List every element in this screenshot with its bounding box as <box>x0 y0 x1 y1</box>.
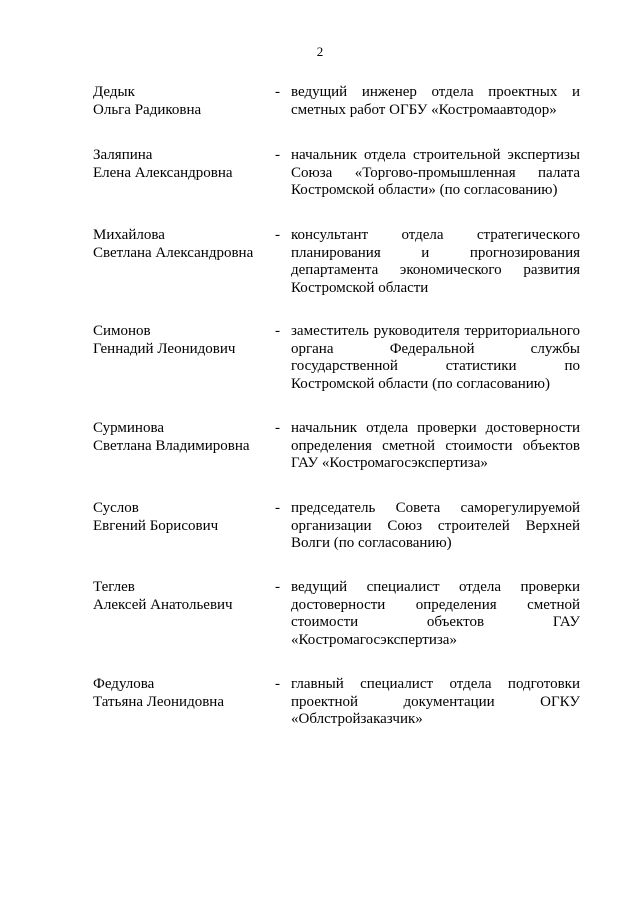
member-position <box>291 676 580 729</box>
member-surname: Теглев <box>93 579 135 595</box>
position-line: «Костромагосэкспертиза» <box>291 631 457 648</box>
member-given-names: Елена Александровна <box>93 164 233 181</box>
member-surname: Заляпина <box>93 147 153 163</box>
member-given-names: Ольга Радиковна <box>93 101 202 118</box>
position-line: департамента экономического развития <box>291 262 580 278</box>
member-name <box>93 420 268 455</box>
member-given-names: Евгений Борисович <box>93 517 219 534</box>
dash-separator: - <box>275 420 280 436</box>
member-name <box>93 323 268 358</box>
dash-separator: - <box>275 676 280 692</box>
position-line: Костромской области» (по согласованию) <box>291 182 558 198</box>
member-name <box>93 500 268 535</box>
position-line: Костромской области (по согласованию) <box>291 375 551 392</box>
member-surname: Михайлова <box>93 227 165 243</box>
position-line: ведущий инженер отдела проектных и <box>291 84 580 100</box>
dash-separator: - <box>275 227 280 243</box>
member-given-names: Светлана Александровна <box>93 244 254 261</box>
member-surname: Сурминова <box>93 420 164 436</box>
position-line: определения сметной стоимости объектов <box>291 437 580 454</box>
position-line: консультант отдела стратегического <box>291 227 580 243</box>
position-line: ведущий специалист отдела проверки <box>291 579 580 595</box>
member-name <box>93 579 268 614</box>
position-line: председатель Совета саморегулируемой <box>291 500 580 516</box>
dash-separator: - <box>275 84 280 100</box>
member-position <box>291 147 580 200</box>
position-line: Волги (по согласованию) <box>291 535 452 551</box>
position-line: ГАУ «Костромагосэкспертиза» <box>291 455 488 471</box>
position-line: стоимости объектов ГАУ <box>291 614 580 630</box>
page-number: 2 <box>316 44 324 59</box>
member-given-names: Светлана Владимировна <box>93 437 250 454</box>
member-position <box>291 323 580 393</box>
position-line: достоверности определения сметной <box>291 596 580 613</box>
position-line: планирования и прогнозирования <box>291 244 580 261</box>
position-line: «Облстройзаказчик» <box>291 711 423 727</box>
member-surname: Суслов <box>93 500 139 516</box>
member-name <box>93 147 268 182</box>
member-surname: Симонов <box>93 323 151 339</box>
member-name <box>93 84 268 119</box>
dash-separator: - <box>275 323 280 339</box>
member-name <box>93 227 268 262</box>
dash-separator: - <box>275 579 280 595</box>
member-name <box>93 676 268 711</box>
position-line: заместитель руководителя территориального <box>291 323 580 339</box>
member-given-names: Геннадий Леонидович <box>93 340 236 357</box>
member-given-names: Алексей Анатольевич <box>93 596 233 613</box>
position-line: Союза «Торгово-промышленная палата <box>291 164 580 181</box>
member-surname: Федулова <box>93 676 155 692</box>
member-position <box>291 500 580 553</box>
position-line: начальник отдела проверки достоверности <box>291 420 580 436</box>
position-line: Костромской области <box>291 279 429 296</box>
position-line: начальник отдела строительной экспертизы <box>291 147 580 163</box>
member-position <box>291 227 580 297</box>
member-position <box>291 420 580 473</box>
position-line: органа Федеральной службы <box>291 340 580 357</box>
member-position <box>291 579 580 649</box>
position-line: организации Союз строителей Верхней <box>291 517 580 534</box>
member-surname: Дедык <box>93 84 135 100</box>
position-line: проектной документации ОГКУ <box>291 693 580 710</box>
position-line: государственной статистики по <box>291 358 580 374</box>
member-given-names: Татьяна Леонидовна <box>93 693 224 710</box>
member-position <box>291 84 580 119</box>
position-line: сметных работ ОГБУ «Костромаавтодор» <box>291 101 557 118</box>
position-line: главный специалист отдела подготовки <box>291 676 580 692</box>
dash-separator: - <box>275 500 280 516</box>
dash-separator: - <box>275 147 280 163</box>
